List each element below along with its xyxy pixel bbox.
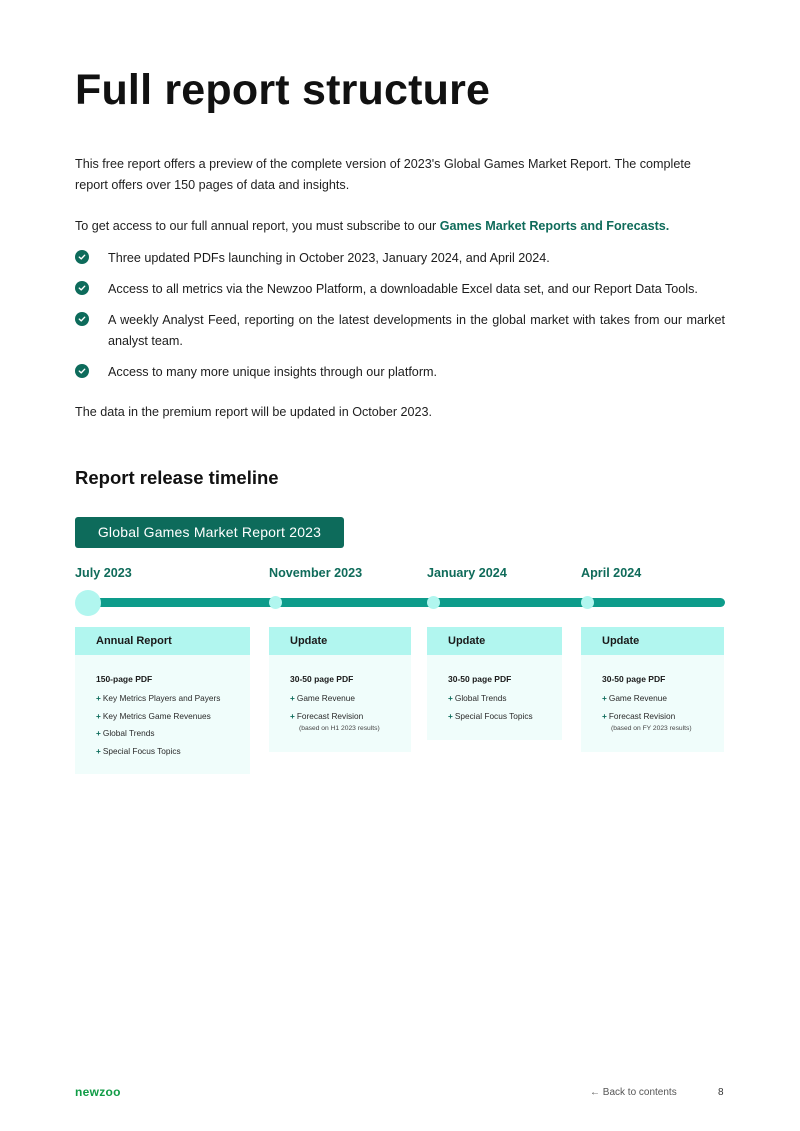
benefit-item — [75, 362, 725, 383]
benefit-text: Access to all metrics via the Newzoo Platform, a downloadable Excel data set, and our Report Data Tools. — [108, 282, 698, 296]
period-label-november-2023: November 2023 — [269, 566, 363, 580]
plus-icon: + — [96, 728, 101, 738]
card-header: Update — [269, 627, 411, 655]
card-item: + Key Metrics Game Revenues — [96, 710, 211, 721]
card-item: + Special Focus Topics — [448, 710, 533, 721]
timeline-marker-july-2023 — [75, 590, 101, 616]
plus-icon: + — [96, 710, 101, 721]
benefit-item — [75, 248, 725, 269]
release-card-april-update — [581, 627, 724, 752]
benefit-text: Three updated PDFs launching in October 2023, January 2024, and April 2024. — [108, 251, 550, 265]
period-label-april-2024: April 2024 — [581, 566, 642, 580]
release-card-january-update — [427, 627, 562, 740]
card-item: + Forecast Revision — [290, 710, 364, 721]
card-header: Update — [427, 627, 562, 655]
benefits-list — [75, 248, 725, 383]
card-subtitle: 150-page PDF — [96, 674, 153, 684]
benefit-item — [75, 279, 725, 300]
release-card-annual-report — [75, 627, 250, 774]
timeline-marker-january-2024 — [427, 596, 440, 609]
card-subtitle: 30-50 page PDF — [448, 674, 512, 684]
card-item: + Global Trends — [96, 728, 155, 738]
period-label-july-2023: July 2023 — [75, 566, 132, 580]
card-item: + Forecast Revision — [602, 710, 676, 721]
card-item: + Special Focus Topics — [96, 745, 181, 756]
report-tag: Global Games Market Report 2023 — [75, 517, 344, 548]
games-market-reports-link[interactable]: Games Market Reports and Forecasts. — [439, 219, 670, 233]
benefit-text: Access to many more unique insights through our platform. — [108, 365, 437, 379]
card-item: + Game Revenue — [290, 693, 355, 703]
check-circle-icon — [75, 312, 89, 326]
plus-icon: + — [448, 693, 453, 703]
plus-icon: + — [96, 745, 101, 756]
newzoo-logo: newzoo — [75, 1085, 121, 1099]
benefit-item — [75, 310, 725, 352]
timeline-track — [88, 598, 725, 607]
arrow-left-icon: ← — [590, 1087, 600, 1098]
plus-icon: + — [96, 693, 101, 703]
access-paragraph — [75, 216, 725, 237]
card-item: + Key Metrics Players and Payers — [96, 693, 221, 703]
check-circle-icon — [75, 364, 89, 378]
page-title: Full report structure — [75, 66, 491, 114]
page-number: 8 — [718, 1087, 724, 1098]
card-subtitle: 30-50 page PDF — [290, 674, 354, 684]
intro-paragraph: This free report offers a preview of the complete version of 2023's Global Games Market Report. The complete report offers over 150 pages of data and insights. — [75, 157, 691, 192]
timeline-marker-april-2024 — [581, 596, 594, 609]
timeline-title: Report release timeline — [75, 467, 279, 488]
access-text: To get access to our full annual report, you must subscribe to our — [75, 219, 437, 233]
card-header: Update — [581, 627, 724, 655]
plus-icon: + — [602, 710, 607, 721]
period-label-january-2024: January 2024 — [427, 566, 507, 580]
benefit-text: A weekly Analyst Feed, reporting on the latest developments in the global market with takes from our market analyst team. — [108, 313, 725, 348]
card-note: (based on FY 2023 results) — [611, 725, 692, 732]
check-circle-icon — [75, 281, 89, 295]
plus-icon: + — [290, 693, 295, 703]
check-circle-icon — [75, 250, 89, 264]
plus-icon: + — [602, 693, 607, 703]
update-note: The data in the premium report will be updated in October 2023. — [75, 405, 433, 419]
card-header: Annual Report — [75, 627, 250, 655]
card-item: + Game Revenue — [602, 693, 667, 703]
plus-icon: + — [290, 710, 295, 721]
timeline-marker-november-2023 — [269, 596, 282, 609]
back-to-contents-link[interactable]: ← Back to contents — [590, 1087, 677, 1098]
card-item: + Global Trends — [448, 693, 507, 703]
card-subtitle: 30-50 page PDF — [602, 674, 666, 684]
release-card-november-update — [269, 627, 411, 752]
card-note: (based on H1 2023 results) — [299, 725, 380, 732]
plus-icon: + — [448, 710, 453, 721]
